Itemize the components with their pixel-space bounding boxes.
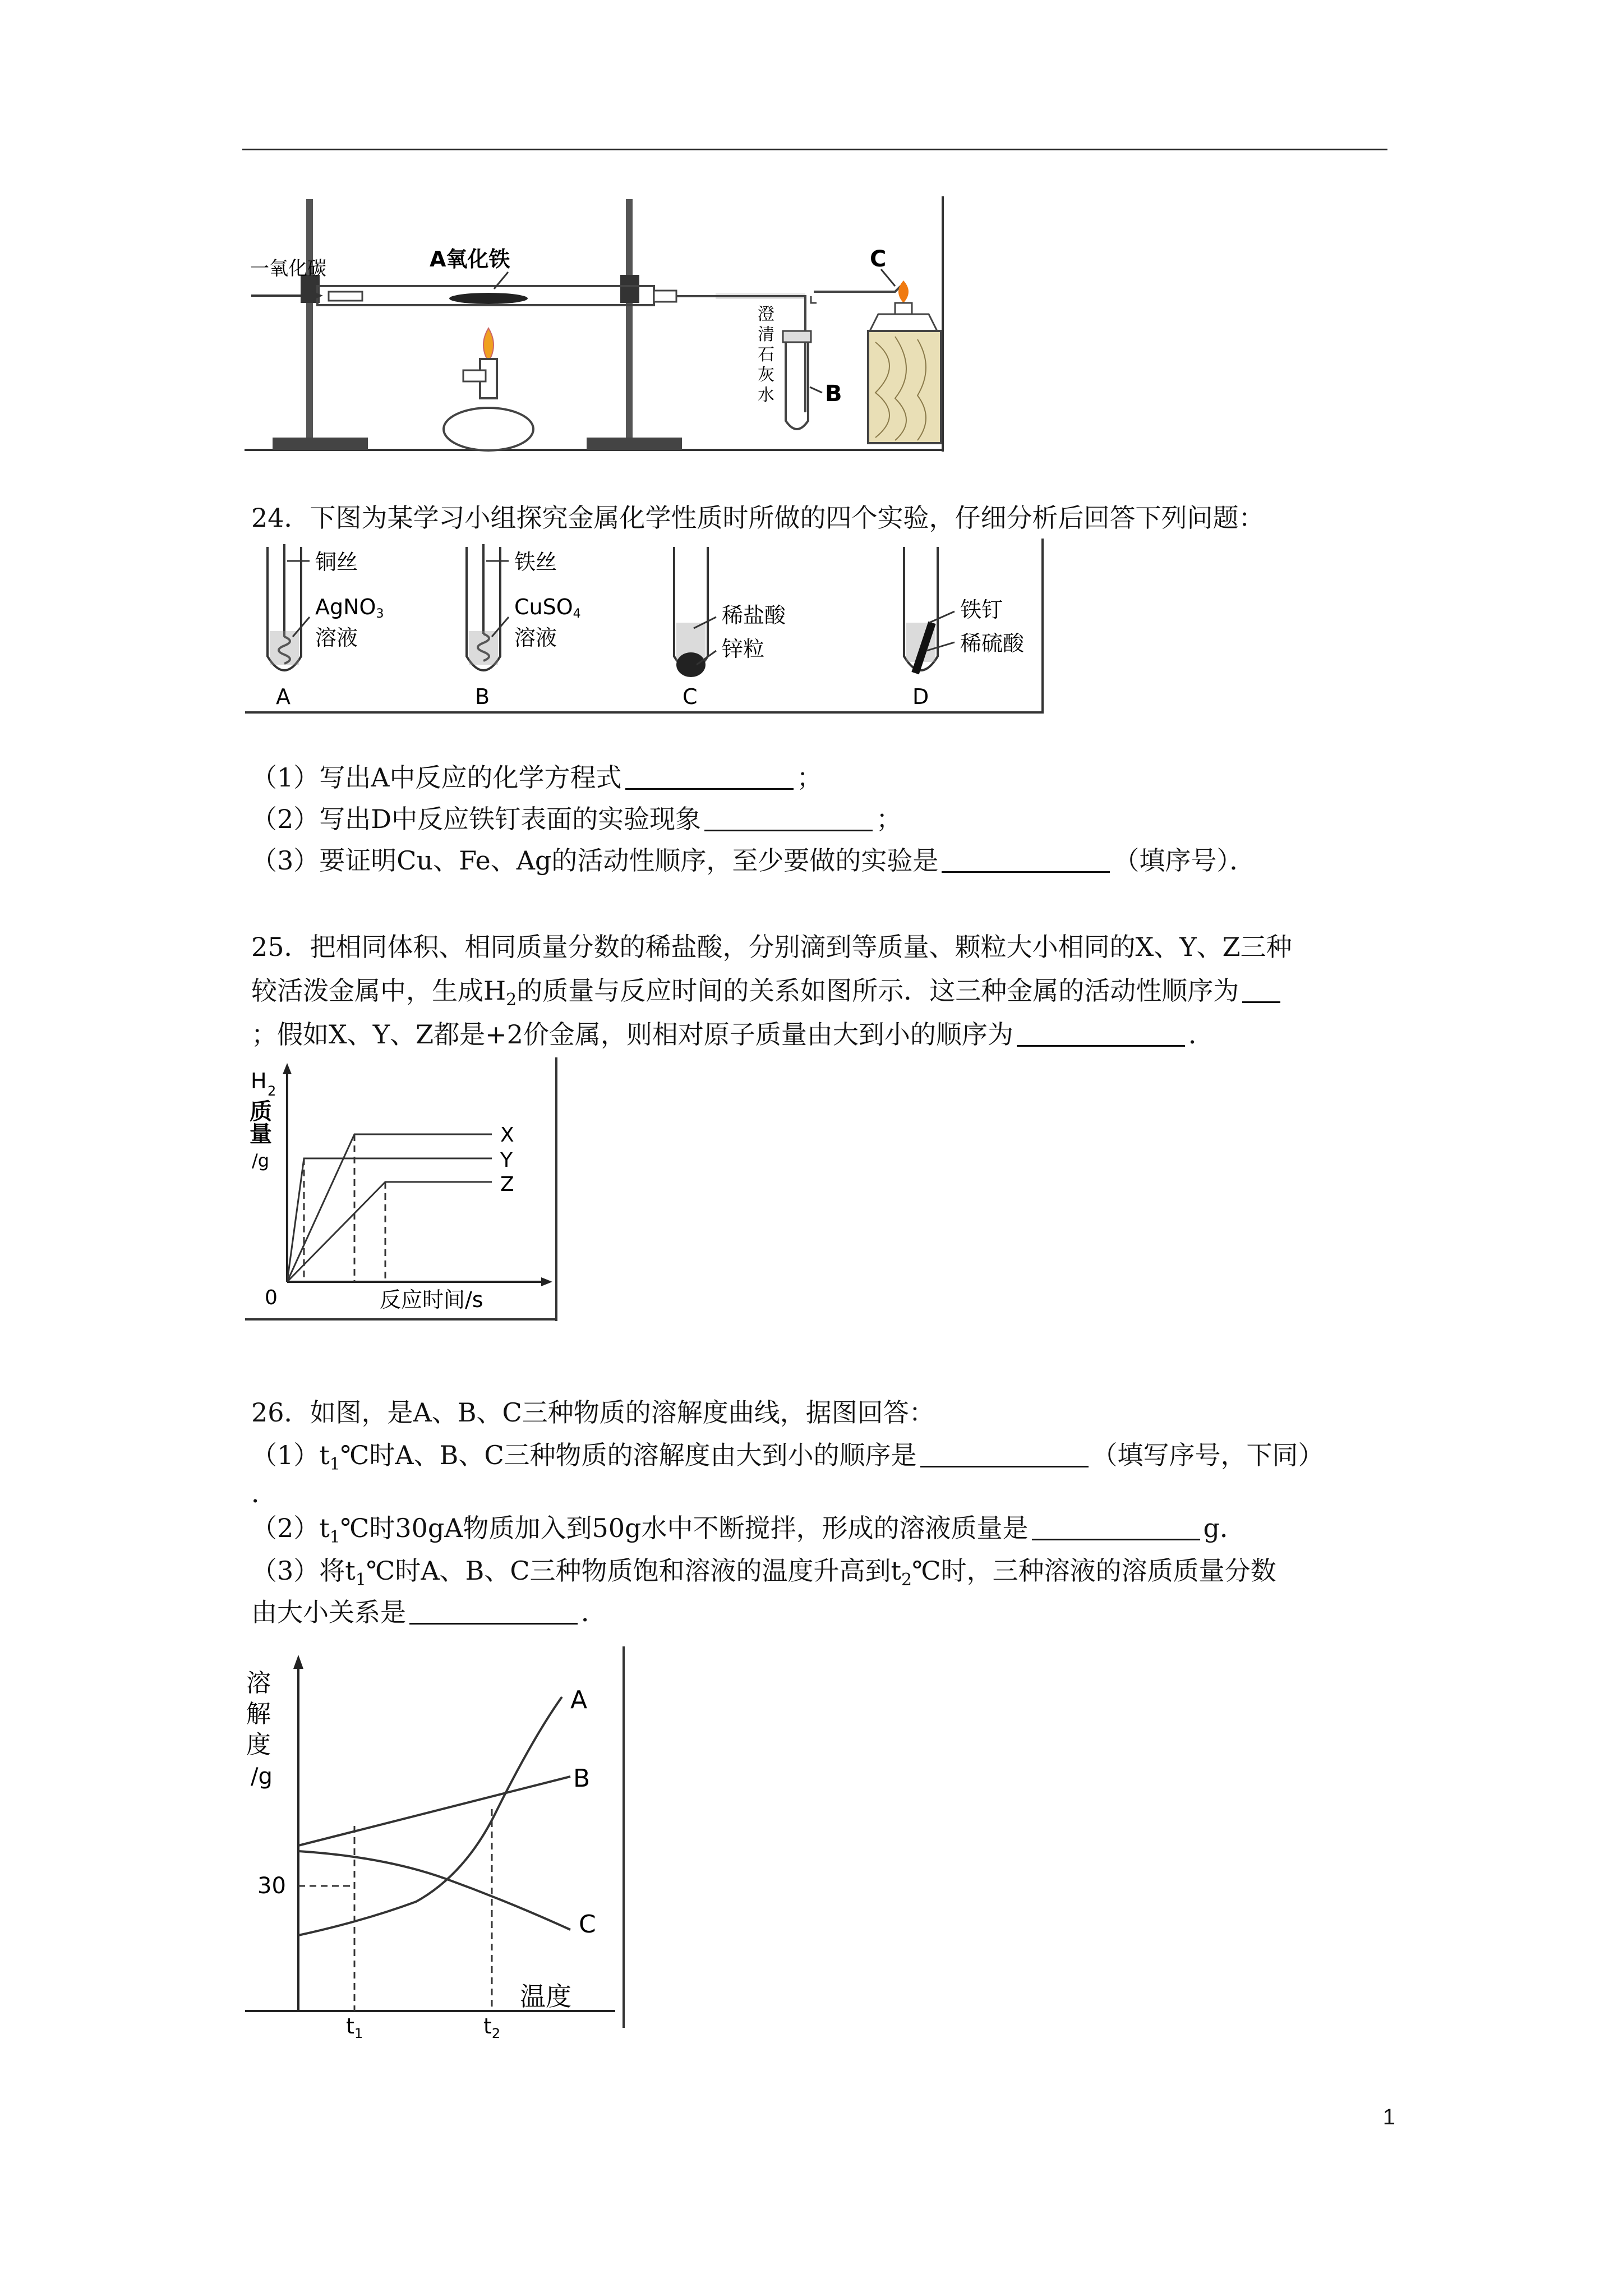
stand-base-left (273, 438, 368, 450)
svg-text:锌粒: 锌粒 (722, 637, 765, 661)
curve-b-label: B (573, 1764, 591, 1793)
b-label: B (825, 381, 842, 407)
q25-blank2[interactable] (1017, 1023, 1185, 1047)
tube-a (268, 544, 384, 709)
q24-blank3[interactable] (942, 849, 1110, 873)
series-z-line (287, 1182, 492, 1282)
series-y-line (287, 1158, 492, 1282)
q26-blank3[interactable] (409, 1600, 578, 1625)
flame-c (898, 280, 909, 303)
curve-b (298, 1777, 570, 1846)
solubility-chart (245, 1646, 626, 2041)
svg-text:D: D (912, 684, 929, 709)
svg-text:稀硫酸: 稀硫酸 (960, 631, 1025, 656)
sol-ytick-30: 30 (257, 1873, 286, 1899)
q24-part2: （2）写出D中反应铁钉表面的实验现象 ； (251, 804, 902, 834)
svg-text:水: 水 (758, 385, 774, 405)
limewater-label (758, 305, 774, 405)
svg-text:清: 清 (758, 325, 774, 344)
series-x-label: X (500, 1124, 514, 1147)
svg-text:铁钉: 铁钉 (960, 597, 1003, 622)
apparatus-figure (245, 196, 946, 452)
svg-text:CuSO4: CuSO4 (514, 595, 581, 621)
h2-chart (245, 1057, 559, 1321)
a-label: A氧化铁 (430, 247, 510, 272)
q24-tubes-figure (245, 539, 1044, 714)
q26-part1-tail: ． (251, 1478, 277, 1508)
q26-part1: $(1)t_1℃$时A、B、C三种物质的溶解度由大到小的顺序是 （填写序号，下同） (251, 1440, 1324, 1474)
q25-line3: ；假如X、Y、Z都是+2价金属，则相对原子质量由大到小的顺序为 ． (251, 1019, 1214, 1050)
h2-ylabel-h: H (251, 1069, 267, 1093)
q24-part1: （1）写出A中反应的化学方程式 ； (251, 762, 823, 793)
curve-a-label: A (570, 1686, 588, 1714)
series-x-line (287, 1134, 492, 1282)
sol-xtick-t1: $t_1$ (346, 2014, 363, 2041)
svg-text:石: 石 (758, 345, 774, 365)
q24-blank1[interactable] (625, 766, 794, 790)
tube-b (467, 544, 581, 709)
curve-a (298, 1697, 562, 1935)
sol-ylabel-4: /g (251, 1764, 273, 1789)
sol-ylabel-2: 解 (246, 1700, 271, 1728)
co-label: 一氧化碳 (250, 257, 326, 280)
alcohol-burner (444, 408, 533, 450)
stand-rod-right (626, 199, 633, 440)
h2-ylabel-unit: /g (252, 1150, 270, 1171)
svg-text:澄: 澄 (758, 305, 774, 324)
stand-base-right (587, 438, 682, 450)
q24-stem: 24．下图为某学习小组探究金属化学性质时所做的四个实验，仔细分析后回答下列问题： (251, 503, 1265, 533)
q26-part3: （3）将$t_1℃$时A、B、C三种物质饱和溶液的温度升高到$t_2℃$时，三种溶液的溶质质量分数 (251, 1556, 1276, 1590)
svg-text:C: C (683, 684, 698, 709)
q25-line2: 较活泼金属中，生成$H_2$的质量与反应时间的关系如图所示．这三种金属的活动性顺序为 (251, 975, 1284, 1016)
curve-c-label: C (579, 1910, 596, 1939)
svg-text:溶液: 溶液 (315, 625, 358, 650)
svg-text:铜丝: 铜丝 (315, 550, 358, 574)
h2-ylabel-1: 质 (250, 1099, 272, 1125)
q26-blank2[interactable] (1032, 1516, 1200, 1540)
series-z-label: Z (500, 1173, 514, 1196)
svg-text:B: B (475, 684, 490, 709)
sol-ylabel-3: 度 (246, 1731, 271, 1759)
page-number: 1 (1382, 2105, 1395, 2129)
sol-ylabel-1: 溶 (246, 1669, 271, 1697)
h2-ylabel-sub: 2 (268, 1083, 276, 1099)
svg-text:AgNO3: AgNO3 (315, 595, 384, 621)
h2-origin: 0 (265, 1286, 278, 1309)
sol-xtick-t2: $t_2$ (483, 2014, 501, 2041)
q24-blank2[interactable] (704, 807, 873, 831)
q26-part2: $(2)t_1℃$时30gA物质加入到50g水中不断搅拌，形成的溶液质量是 g． (251, 1513, 1246, 1547)
q24-part3: （3）要证明Cu、Fe、Ag的活动性顺序，至少要做的实验是 （填序号）． (251, 845, 1256, 876)
tube-c (674, 547, 786, 709)
stand-rod-left (306, 199, 313, 440)
svg-text:铁丝: 铁丝 (514, 550, 557, 574)
header-rule (242, 149, 1387, 150)
q25-line1: 25．把相同体积、相同质量分数的稀盐酸，分别滴到等质量、颗粒大小相同的X、Y、Z三种 (251, 932, 1292, 962)
wood-block (868, 331, 941, 443)
h2-xlabel: 反应时间/s (380, 1287, 483, 1312)
iron-oxide-powder (449, 293, 528, 304)
series-y-label: Y (500, 1149, 513, 1172)
svg-text:稀盐酸: 稀盐酸 (722, 603, 786, 628)
h2-ylabel-2: 量 (250, 1121, 272, 1147)
c-label: C (870, 246, 887, 272)
q26-stem: 26．如图，是A、B、C三种物质的溶解度曲线，据图回答： (251, 1397, 935, 1428)
q25-blank1[interactable] (1242, 979, 1280, 1003)
sol-xlabel: 温度 (520, 1981, 571, 2012)
svg-text:溶液: 溶液 (514, 625, 557, 650)
q26-part3-line2: 由大小关系是 ． (251, 1597, 607, 1627)
q26-blank1[interactable] (920, 1443, 1089, 1467)
tube-d (904, 547, 1025, 709)
apparatus-diagram (245, 196, 946, 452)
svg-text:A: A (276, 684, 291, 709)
svg-text:灰: 灰 (758, 365, 774, 385)
